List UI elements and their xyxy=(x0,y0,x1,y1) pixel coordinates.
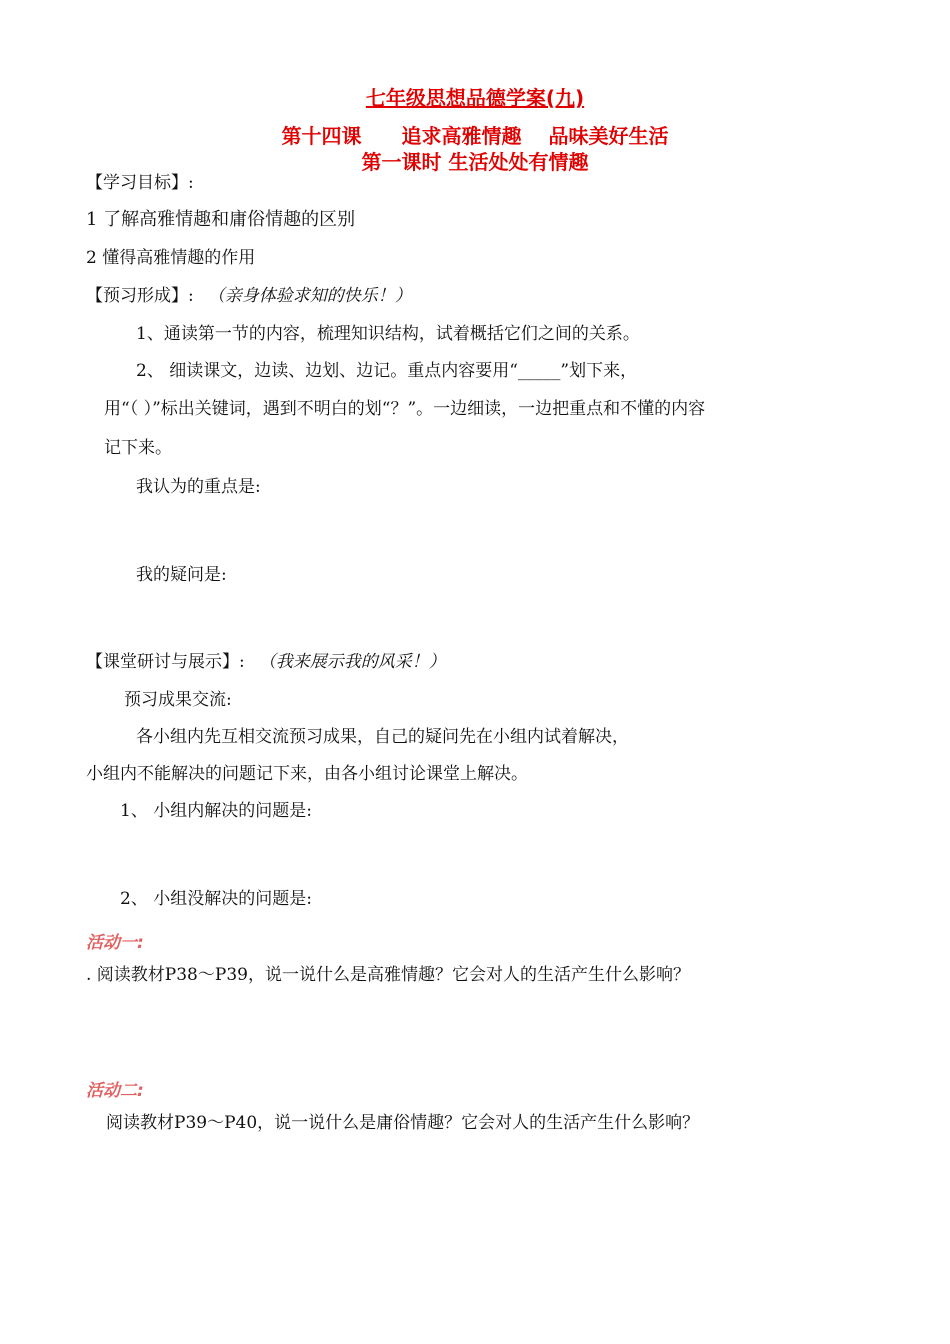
preview-step-2-line-a: 2、 细读课文，边读、边划、边记。重点内容要用“_____”划下来， xyxy=(136,361,638,381)
classroom-note: （我来展示我的风采！） xyxy=(258,652,446,672)
classroom-heading-line xyxy=(86,652,446,672)
question-prompt: 我的疑问是: xyxy=(136,565,227,585)
exchange-desc-b: 小组内不能解决的问题记下来，由各小组讨论课堂上解决。 xyxy=(86,764,528,784)
document-title: 七年级思想品德学案(九) xyxy=(365,86,585,110)
exchange-desc-a: 各小组内先互相交流预习成果，自己的疑问先在小组内试着解决， xyxy=(136,727,629,747)
lesson-title: 第十四课 追求高雅情趣 品味美好生活 xyxy=(281,124,669,148)
activity-2-label: 活动二: xyxy=(86,1081,144,1101)
preview-note: （亲身体验求知的快乐！） xyxy=(207,286,412,306)
preview-heading: 【预习形成】: xyxy=(86,286,194,306)
focus-prompt: 我认为的重点是: xyxy=(136,477,261,497)
objectives-heading: 【学习目标】: xyxy=(86,173,194,193)
preview-step-1: 1、通读第一节的内容，梳理知识结构，试着概括它们之间的关系。 xyxy=(136,324,640,344)
objective-item-2: 2 懂得高雅情趣的作用 xyxy=(86,248,256,268)
activity-1-text: . 阅读教材P38～P39，说一说什么是高雅情趣？它会对人的生活产生什么影响？ xyxy=(86,965,690,985)
objective-item-1: 1 了解高雅情趣和庸俗情趣的区别 xyxy=(86,209,356,230)
group-unsolved-prompt: 2、 小组没解决的问题是: xyxy=(120,889,312,909)
exchange-label: 预习成果交流: xyxy=(124,690,232,710)
preview-step-2-line-c: 记下来。 xyxy=(104,438,172,458)
period-title: 第一课时 生活处处有情趣 xyxy=(361,150,589,174)
activity-2-text: 阅读教材P39～P40，说一说什么是庸俗情趣？它会对人的生活产生什么影响？ xyxy=(106,1113,700,1133)
preview-heading-line xyxy=(86,286,412,306)
group-solved-prompt: 1、 小组内解决的问题是: xyxy=(120,801,312,821)
preview-step-2-line-b: 用“（ ）”标出关键词，遇到不明白的划“？”。一边细读，一边把重点和不懂的内容 xyxy=(104,399,706,419)
classroom-heading: 【课堂研讨与展示】: xyxy=(86,652,245,672)
activity-1-label: 活动一: xyxy=(86,933,144,953)
